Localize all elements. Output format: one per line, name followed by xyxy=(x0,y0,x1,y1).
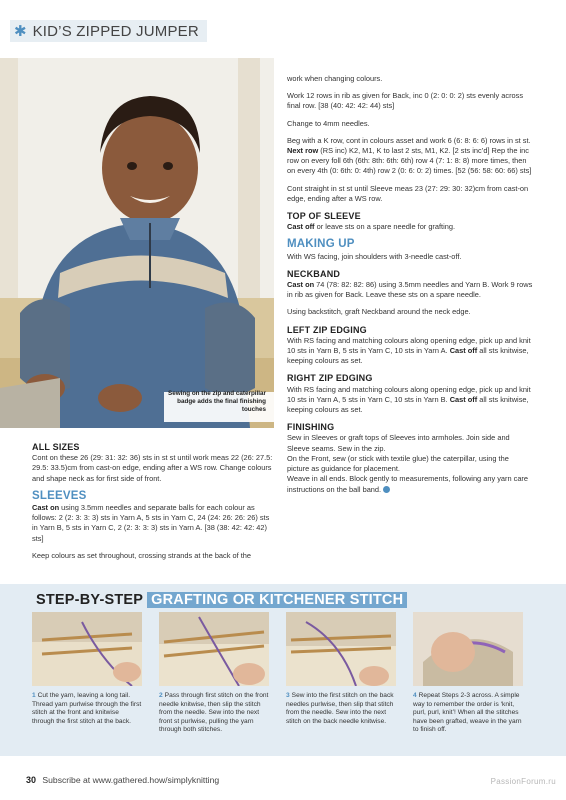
page-header xyxy=(10,20,207,42)
knitting-photo-1 xyxy=(32,612,142,686)
top-body: or leave sts on a spare needle for grafting. xyxy=(316,222,456,232)
right-zip-heading: RIGHT ZIP EDGING xyxy=(287,373,373,384)
step-3 xyxy=(286,612,396,726)
rc-p4-text: Beg with a K row, cont in colours asset and work 6 (6: 8: 6: 6) rows in st st. xyxy=(287,135,531,145)
right-zip-body: With RS facing and matching colours along opening edge, pick up and knit 10 sts in Yarn A, 5 sts in Yarn C, 10 sts in Yarn B. xyxy=(287,384,531,404)
right-zip-lead: Cast off xyxy=(449,394,478,404)
page-number: 30 xyxy=(26,775,37,785)
step-2-text xyxy=(159,692,269,735)
right-zip-text xyxy=(287,385,533,416)
sleeves-body: using 3.5mm needles and separate balls for each colour as follows: 2 (2: 3: 3: 3) sts in Yarn A, 5 sts in Yarn C, 24 (24: 26: 26: 26) sts in Yarn B, 5 sts in Yarn C, 2 (2: 3: 3: 3) sts in Yarn A. [38 (38: 42: 42: 42) sts] xyxy=(32,503,270,543)
neckband-heading: NECKBAND xyxy=(287,268,341,279)
right-column xyxy=(287,74,533,495)
neckband-body: 74 (78: 82: 82: 86) using 3.5mm needles and Yarn B. Work 9 rows in rib as given for Back. Leave these sts on a spare needle. xyxy=(287,280,533,300)
rc-p3: Change to 4mm needles. xyxy=(287,118,370,128)
step-2-body: Pass through first stitch on the front needle knitwise, then slip the stitch from the needle. Sew into the next front st purlwise, pulling the yarn through both stitches. xyxy=(159,692,269,734)
left-zip-end: all sts knitwise, keeping colours as set. xyxy=(287,346,529,366)
finishing-2: On the Front, sew (or stick with textile glue) the caterpillar, using the picture as guidance for placement. xyxy=(287,453,509,474)
steps-title xyxy=(36,592,407,608)
page-title: KID’S ZIPPED JUMPER xyxy=(32,22,199,40)
left-column xyxy=(32,442,274,568)
step-1-photo xyxy=(32,612,142,686)
rc-p4 xyxy=(287,136,533,146)
sleeves-text xyxy=(32,503,274,544)
rc-p6: Cont straight in st st until Sleeve meas 23 (27: 29: 30: 32)cm from cast-on edge, ending after a WS row. xyxy=(287,183,529,203)
top-of-sleeve-heading: TOP OF SLEEVE xyxy=(287,211,361,222)
step-2 xyxy=(159,612,269,735)
footer-text[interactable]: Subscribe at www.gathered.how/simplyknitting xyxy=(42,775,220,785)
rc-p1: work when changing colours. xyxy=(287,74,383,83)
steps-title-a: STEP-BY-STEP xyxy=(36,592,144,608)
all-sizes-text: Cont on these 26 (29: 31: 32: 36) sts in st st until work meas 22 (26: 27.5: 29.5: 33.5)cm from cast-on edge, ending after a WS row. Change colours and shape neck as for first side of front. xyxy=(32,453,273,483)
step-4-body: Repeat Steps 2-3 across. A simple way to remember the order is ‘knit, purl, purl, knit’! When all the stitches have been grafted, weave in the yarn to finish off. xyxy=(413,692,522,734)
step-4-photo xyxy=(413,612,523,686)
asterisk-icon: ✱ xyxy=(14,22,27,40)
top-of-sleeve-text xyxy=(287,222,533,232)
left-zip-lead: Cast off xyxy=(449,346,478,356)
knitting-photo-3 xyxy=(286,612,396,686)
step-3-text xyxy=(286,692,396,726)
step-1 xyxy=(32,612,142,726)
photo-caption: Sewing on the zip and caterpillar badge adds the final finishing touches xyxy=(168,390,266,413)
step-1-text xyxy=(32,692,142,726)
finishing-text xyxy=(287,433,533,494)
finishing-heading: FINISHING xyxy=(287,422,335,433)
rc-p5 xyxy=(287,146,533,177)
top-lead: Cast off xyxy=(287,222,315,232)
step-3-body: Sew into the first stitch on the back needles purlwise, then slip that stitch from the needle. Sew into the next stitch on the back needle knitwise. xyxy=(286,692,394,725)
watermark: PassionForum.ru xyxy=(490,777,556,786)
neckband-graft: Using backstitch, graft Neckband around the neck edge. xyxy=(287,307,471,317)
making-up-text: With WS facing, join shoulders with 3-needle cast-off. xyxy=(287,251,462,261)
knitting-photo-2 xyxy=(159,612,269,686)
step-1-number: 1 xyxy=(32,692,36,699)
end-dot-icon xyxy=(383,486,390,493)
rc-p2: Work 12 rows in rib as given for Back, inc 0 (2: 0: 0: 2) sts evenly across final row. [38 (40: 42: 42: 44) sts] xyxy=(287,91,524,111)
child-illustration xyxy=(0,58,274,428)
step-3-number: 3 xyxy=(286,692,290,699)
left-zip-body: With RS facing and matching colours along opening edge, pick up and knit 10 sts in Yarn B, 5 sts in Yarn C, 10 sts in Yarn A. xyxy=(287,335,531,356)
rc-p5-text: (RS inc) K2, M1, K to last 2 sts, M1, K2. [2 sts inc’d] Rep the inc row on every foll 6th (6th: 8th: 6th: 6th) row 4 (7: 1: 8: 8) more times, then on every 4th (0: 6th: 0: 4th) row 2 (0: 6: 0: 2) times. [52 (56: 58: 60: 66) sts] xyxy=(287,146,532,176)
steps-title-b: GRAFTING OR KITCHENER STITCH xyxy=(147,592,407,608)
step-4-text xyxy=(413,692,523,735)
finishing-1: Sew in Sleeves or graft tops of Sleeves into armholes. Join side and Sleeve seams. Sew in the zip. xyxy=(287,433,510,453)
all-sizes-heading: ALL SIZES xyxy=(32,442,80,452)
step-by-step-section xyxy=(0,584,566,756)
sleeves-lead: Cast on xyxy=(32,503,60,513)
step-4-number: 4 xyxy=(413,692,417,699)
step-4 xyxy=(413,612,523,735)
step-2-photo xyxy=(159,612,269,686)
right-zip-end: all sts knitwise, keeping colours as set. xyxy=(287,394,529,415)
knitting-photo-4 xyxy=(413,612,523,686)
hero-photo xyxy=(0,58,274,428)
page-footer xyxy=(26,775,219,785)
sleeves-heading: SLEEVES xyxy=(32,489,87,502)
making-up-heading: MAKING UP xyxy=(287,238,355,251)
neckband-text xyxy=(287,280,533,300)
left-zip-heading: LEFT ZIP EDGING xyxy=(287,324,367,335)
next-row-lead: Next row xyxy=(287,146,319,156)
finishing-3: Weave in all ends. Block gently to measurements, following any yarn care instructions on the ball band. xyxy=(287,474,529,494)
neckband-lead: Cast on xyxy=(287,280,315,290)
step-2-number: 2 xyxy=(159,692,163,699)
left-zip-text xyxy=(287,336,533,367)
step-3-photo xyxy=(286,612,396,686)
keep-colours-text: Keep colours as set throughout, crossing strands at the back of the xyxy=(32,550,251,560)
step-1-body: Cut the yarn, leaving a long tail. Thread yarn purlwise through the first stitch at the front and knitwise through the first stitch at the back. xyxy=(32,692,142,725)
